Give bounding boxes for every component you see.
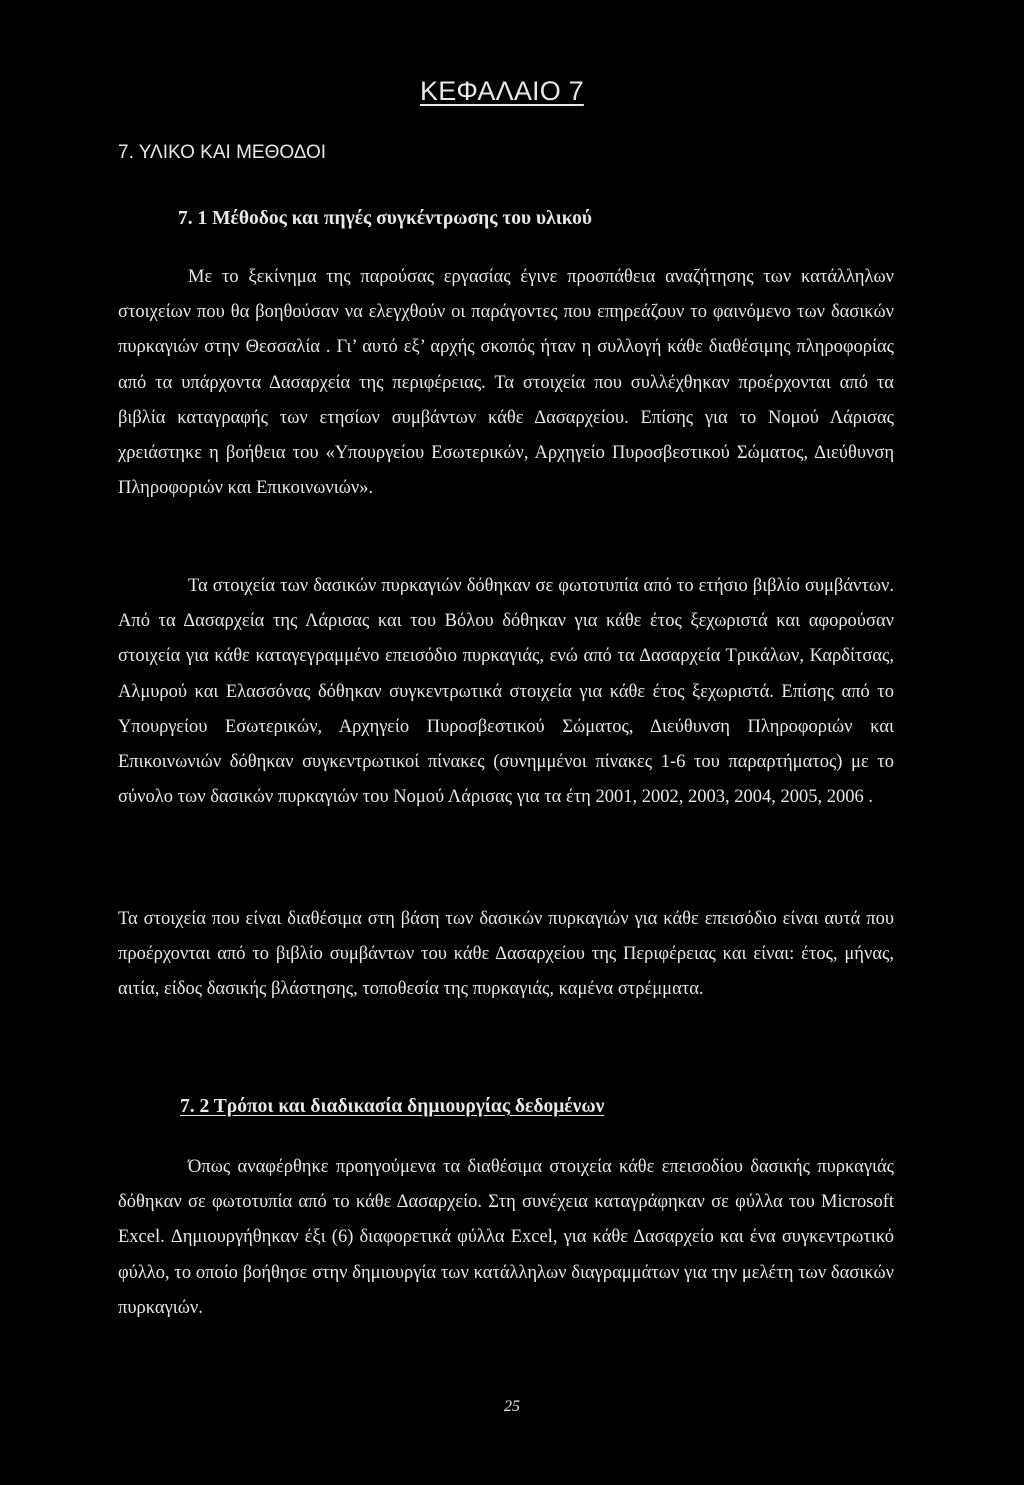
page-number: 25 [504, 1398, 520, 1415]
paragraph: Όπως αναφέρθηκε προηγούμενα τα διαθέσιμα στοιχεία κάθε επεισοδίου δασικής πυρκαγιάς δόθηκαν σε φωτοτυπία από το κάθε Δασαρχείο. Στη συνέχεια καταγράφηκαν σε φύλλα του Microsoft Excel. Δημιουργήθηκαν έξι (6) διαφορετικά φύλλα Excel, για κάθε Δασαρχείο και ένα συγκεντρωτικό φύλλο, το οποίο βοήθησε στην δημιουργία των κατάλληλων διαγραμμάτων για την μελέτη των δασικών πυρκαγιών. [118, 1157, 894, 1318]
paragraph: Τα στοιχεία των δασικών πυρκαγιών δόθηκαν σε φωτοτυπία από το ετήσιο βιβλίο συμβάντων. Από τα Δασαρχεία της Λάρισας και του Βόλου δόθηκαν για κάθε έτος ξεχωριστά και αφορούσαν στοιχεία για κάθε καταγεγραμμένο επεισόδιο πυρκαγιάς, ενώ από τα Δασαρχεία Τρικάλων, Καρδίτσας, Αλμυρού και Ελασσόνας δόθηκαν συγκεντρωτικά στοιχεία για κάθε έτος ξεχωριστά. Επίσης από το Υπουργείου Εσωτερικών, Αρχηγείο Πυροσβεστικού Σώματος, Διεύθυνση Πληροφοριών και Επικοινωνιών δόθηκαν συγκεντρωτικοί πίνακες (συνημμένοι πίνακες 1-6 του παραρτήματος) με το σύνολο των δασικών πυρκαγιών του Νομού Λάρισας για τα έτη 2001, 2002, 2003, 2004, 2005, 2006 . [118, 576, 894, 808]
subsection-heading-7-1: 7. 1 Μέθοδος και πηγές συγκέντρωσης του υλικού [178, 208, 592, 229]
chapter-title: ΚΕΦΑΛΑΙΟ 7 [420, 76, 584, 106]
subsection-heading-7-2: 7. 2 Τρόποι και διαδικασία δημιουργίας δεδομένων [180, 1096, 605, 1117]
paragraph: Τα στοιχεία που είναι διαθέσιμα στη βάση των δασικών πυρκαγιών για κάθε επεισόδιο είναι αυτά που προέρχονται από το βιβλίο συμβάντων του κάθε Δασαρχείου της Περιφέρειας και είναι: έτος, μήνας, αιτία, είδος δασικής βλάστησης, τοποθεσία της πυρκαγιάς, καμένα στρέμματα. [118, 909, 894, 1000]
section-title: 7. ΥΛΙΚΟ ΚΑΙ ΜΕΘΟΔΟΙ [118, 142, 327, 163]
paragraph: Με το ξεκίνημα της παρούσας εργασίας έγινε προσπάθεια αναζήτησης των κατάλληλων στοιχείων που θα βοηθούσαν να ελεγχθούν οι παράγοντες που επηρεάζουν το φαινόμενο των δασικών πυρκαγιών στην Θεσσαλία . Γι’ αυτό εξ’ αρχής σκοπός ήταν η συλλογή κάθε διαθέσιμης πληροφορίας από τα υπάρχοντα Δασαρχεία της περιφέρειας. Τα στοιχεία που συλλέχθηκαν προέρχονται από τα βιβλία καταγραφής των ετησίων συμβάντων κάθε Δασαρχείου. Επίσης για το Νομού Λάρισας χρειάστηκε η βοήθεια του «Υπουργείου Εσωτερικών, Αρχηγείο Πυροσβεστικού Σώματος, Διεύθυνση Πληροφοριών και Επικοινωνιών». [118, 267, 894, 499]
